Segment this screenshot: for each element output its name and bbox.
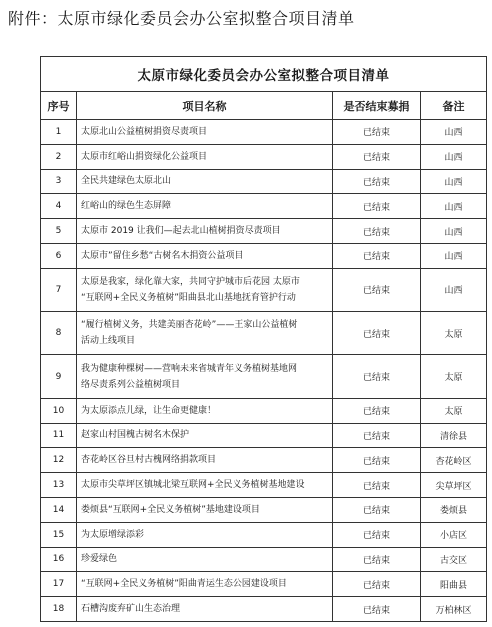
project-name (77, 219, 333, 244)
row-number: 18 (41, 597, 77, 622)
project-name-line: 杏花岭区谷旦村古槐网络捐款项目 (81, 455, 217, 466)
project-name (77, 423, 333, 448)
row-number: 9 (41, 355, 77, 398)
remark: 万柏林区 (421, 597, 487, 622)
header-status: 是否结束募捐 (333, 92, 421, 120)
project-name (77, 144, 333, 169)
header-name: 项目名称 (77, 92, 333, 120)
table-row (41, 473, 487, 498)
row-number: 1 (41, 120, 77, 145)
row-number: 4 (41, 194, 77, 219)
row-number: 6 (41, 243, 77, 268)
project-list-table (40, 56, 487, 622)
remark: 山西 (421, 144, 487, 169)
table-row (41, 398, 487, 423)
remark: 清徐县 (421, 423, 487, 448)
row-number: 3 (41, 169, 77, 194)
remark: 阳曲县 (421, 572, 487, 597)
fundraising-status: 已结束 (333, 268, 421, 311)
remark: 山西 (421, 243, 487, 268)
remark: 山西 (421, 169, 487, 194)
table-row (41, 547, 487, 572)
project-name (77, 243, 333, 268)
row-number: 11 (41, 423, 77, 448)
project-name-line: 石槽沟废弃矿山生态治理 (81, 604, 181, 615)
remark: 小店区 (421, 522, 487, 547)
project-name-line: 为太原增绿添彩 (81, 529, 145, 540)
row-number: 17 (41, 572, 77, 597)
table-row (41, 597, 487, 622)
fundraising-status: 已结束 (333, 448, 421, 473)
project-name (77, 547, 333, 572)
table-row (41, 268, 487, 311)
project-name-line: 娄烦县“互联网+全民义务植树”基地建设项目 (81, 504, 260, 515)
remark: 杏花岭区 (421, 448, 487, 473)
table-title: 太原市绿化委员会办公室拟整合项目清单 (41, 57, 487, 92)
header-no: 序号 (41, 92, 77, 120)
remark: 太原 (421, 398, 487, 423)
remark: 太原 (421, 312, 487, 355)
project-name-line: 珍爱绿色 (81, 554, 118, 565)
fundraising-status: 已结束 (333, 398, 421, 423)
remark: 尖草坪区 (421, 473, 487, 498)
remark: 太原 (421, 355, 487, 398)
row-number: 13 (41, 473, 77, 498)
fundraising-status: 已结束 (333, 497, 421, 522)
remark: 山西 (421, 194, 487, 219)
table-row (41, 423, 487, 448)
remark: 娄烦县 (421, 497, 487, 522)
project-name (77, 497, 333, 522)
fundraising-status: 已结束 (333, 312, 421, 355)
project-name-line: 太原市”留住乡愁“古树名木捐资公益项目 (81, 250, 244, 261)
project-name-line: 太原北山公益植树捐资尽责项目 (81, 126, 208, 137)
table-row (41, 144, 487, 169)
project-name (77, 268, 333, 311)
project-name (77, 355, 333, 398)
table-header-row (41, 92, 487, 120)
project-name-line: 赵家山村国槐古树名木保护 (81, 430, 190, 441)
table-row (41, 355, 487, 398)
table-row (41, 522, 487, 547)
project-name-line: “互联网+全民义务植树”阳曲青运生态公园建设项目 (81, 579, 287, 590)
table-row (41, 169, 487, 194)
project-name-line: 红峪山的绿色生态屏障 (81, 201, 172, 212)
project-name (77, 448, 333, 473)
fundraising-status: 已结束 (333, 169, 421, 194)
fundraising-status: 已结束 (333, 547, 421, 572)
project-name (77, 473, 333, 498)
project-name (77, 312, 333, 355)
table-row (41, 219, 487, 244)
project-name-line: 全民共建绿色太原北山 (81, 176, 172, 187)
fundraising-status: 已结束 (333, 597, 421, 622)
project-name-line: 活动上线项目 (81, 336, 136, 347)
project-name-line: 太原市红峪山捐资绿化公益项目 (81, 151, 208, 162)
table-row (41, 312, 487, 355)
row-number: 10 (41, 398, 77, 423)
project-name (77, 120, 333, 145)
project-name-line: “履行植树义务，共建美丽杏花岭”——王家山公益植树 (81, 320, 298, 331)
header-note: 备注 (421, 92, 487, 120)
fundraising-status: 已结束 (333, 423, 421, 448)
row-number: 8 (41, 312, 77, 355)
fundraising-status: 已结束 (333, 120, 421, 145)
table-row (41, 448, 487, 473)
fundraising-status: 已结束 (333, 522, 421, 547)
row-number: 16 (41, 547, 77, 572)
project-name (77, 522, 333, 547)
row-number: 15 (41, 522, 77, 547)
table-row (41, 243, 487, 268)
project-name-line: 太原是我家，绿化靠大家，共同守护城市后花园 太原市 (81, 276, 300, 287)
project-name (77, 169, 333, 194)
project-name-line: “互联网+全民义务植树”阳曲县北山基地抚育管护行动 (81, 292, 296, 303)
remark: 古交区 (421, 547, 487, 572)
project-name-line: 为太原添点儿绿，让生命更健康！ (81, 405, 217, 416)
fundraising-status: 已结束 (333, 219, 421, 244)
remark: 山西 (421, 219, 487, 244)
project-name (77, 194, 333, 219)
row-number: 12 (41, 448, 77, 473)
project-name-line: 络尽责系列公益植树项目 (81, 379, 181, 390)
row-number: 5 (41, 219, 77, 244)
table-row (41, 497, 487, 522)
table-row (41, 194, 487, 219)
row-number: 2 (41, 144, 77, 169)
table-row (41, 120, 487, 145)
project-name-line: 我为健康种棵树——营响未来省城青年义务植树基地网 (81, 363, 298, 374)
row-number: 7 (41, 268, 77, 311)
project-name-line: 太原市尖草坪区镇城北梁互联网+全民义务植树基地建设 (81, 480, 305, 491)
remark: 山西 (421, 120, 487, 145)
project-name (77, 597, 333, 622)
fundraising-status: 已结束 (333, 572, 421, 597)
fundraising-status: 已结束 (333, 144, 421, 169)
attachment-title: 附件：太原市绿化委员会办公室拟整合项目清单 (8, 9, 355, 28)
fundraising-status: 已结束 (333, 243, 421, 268)
table-body (41, 120, 487, 622)
project-name (77, 572, 333, 597)
fundraising-status: 已结束 (333, 473, 421, 498)
table-row (41, 572, 487, 597)
fundraising-status: 已结束 (333, 355, 421, 398)
fundraising-status: 已结束 (333, 194, 421, 219)
project-name-line: 太原市 2019 让我们—起去北山植树捐资尽责项目 (81, 226, 281, 237)
project-name (77, 398, 333, 423)
row-number: 14 (41, 497, 77, 522)
remark: 山西 (421, 268, 487, 311)
